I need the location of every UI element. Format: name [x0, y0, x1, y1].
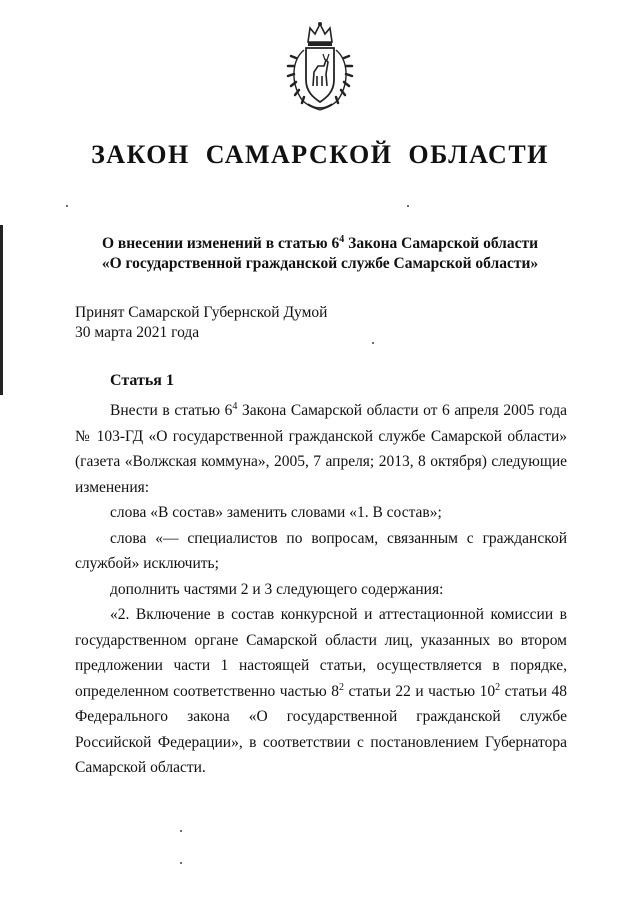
law-subject-heading: [70, 234, 570, 274]
article-heading: Статья 1: [110, 372, 174, 389]
scan-edge-mark: [0, 225, 3, 395]
paragraph-1: [75, 398, 567, 500]
paragraph-1-tail: Закона Самарской области от 6 апреля 2005 года № 103-ГД «О государственной гражданской службе Самарской области» (газета «Волжская коммуна», 2005, 7 апреля; 2013, 8 октября) следующие изменения:: [75, 402, 567, 496]
scan-speck: [66, 205, 68, 207]
paragraph-5-superscript-2: 2: [495, 681, 501, 693]
subject-superscript: 4: [339, 233, 345, 245]
subject-line-1: [70, 234, 570, 254]
adopted-by: Принят Самарской Губернской Думой: [75, 304, 328, 321]
paragraph-5-superscript-1: 2: [338, 681, 344, 693]
subject-line-1-tail: Закона Самарской области: [344, 235, 539, 252]
paragraph-5-text-c: статьи 48 Федерального закона «О государственной гражданской службе Российской Федерации», в соответствии с постановлением Губернатора Самарской области.: [75, 682, 567, 776]
scan-speck: [372, 342, 374, 344]
adoption-date: 30 марта 2021 года: [75, 324, 200, 341]
subject-line-2: «О государственной гражданской службе Самарской области»: [101, 255, 539, 272]
article-body: [75, 398, 567, 781]
paragraph-5-text-b: статьи 22 и частью 10: [343, 682, 496, 700]
subject-line-1-text: О внесении изменений в статью 6: [101, 235, 340, 252]
paragraph-1-text: Внести в статью 6: [110, 402, 233, 419]
adoption-info: [75, 303, 327, 343]
scan-speck: [180, 830, 182, 832]
paragraph-3: слова «— специалистов по вопросам, связанным с гражданской службой» исключить;: [75, 529, 567, 572]
paragraph-1-superscript: 4: [232, 400, 238, 412]
paragraph-5-text-a: «2. Включение в состав конкурсной и аттестационной комиссии в государственном органе Самарской области лиц, указанных во втором предложении части 1 настоящей статьи, осуществляется в порядке, определенном соответственно частью 8: [75, 606, 567, 700]
document-title: ЗАКОН САМАРСКОЙ ОБЛАСТИ: [91, 140, 549, 169]
paragraph-5: [75, 602, 567, 781]
scan-speck: [407, 205, 409, 207]
scan-speck: [180, 862, 182, 864]
paragraph-2: слова «В состав» заменить словами «1. В состав»;: [110, 504, 442, 521]
paragraph-4: дополнить частями 2 и 3 следующего содержания:: [110, 580, 444, 598]
coat-of-arms-emblem: [284, 20, 356, 112]
